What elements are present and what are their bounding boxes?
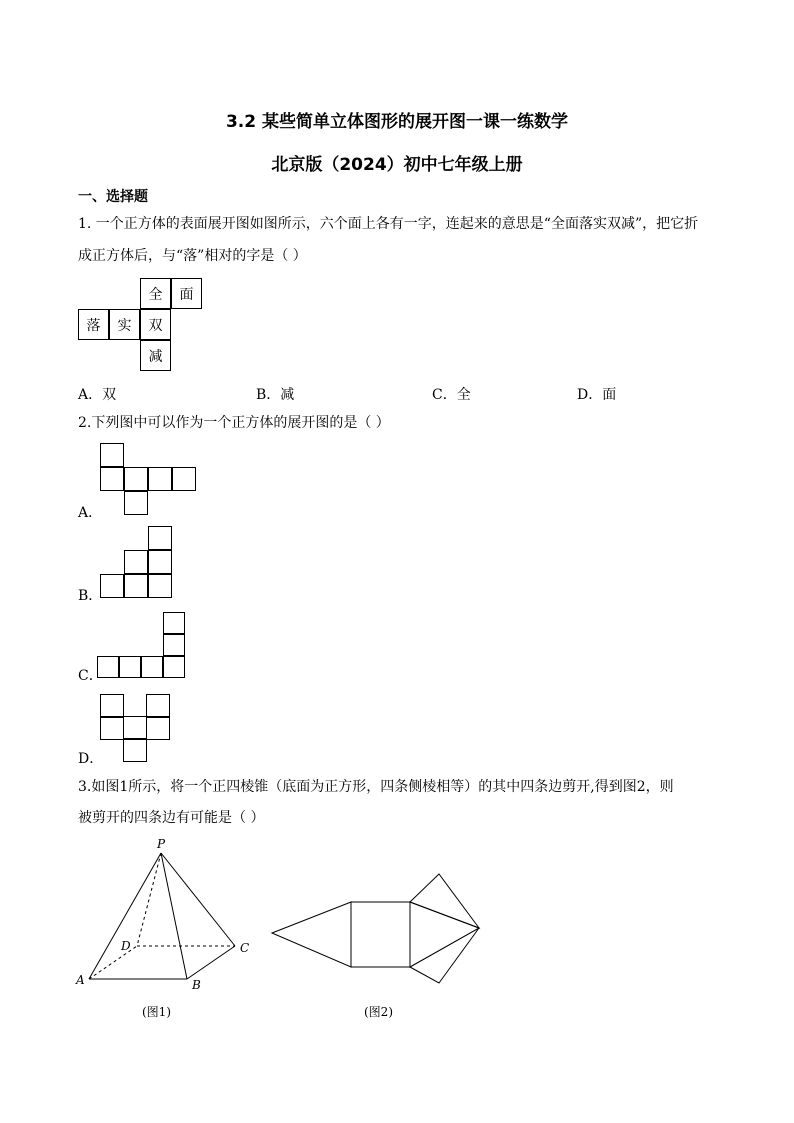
net-square <box>124 491 148 515</box>
figure2-caption: (图2) <box>364 1005 393 1019</box>
net-square <box>100 574 124 598</box>
net-square <box>100 694 124 718</box>
net-square <box>146 716 170 740</box>
q2-option-c-label[interactable]: C． <box>78 668 103 684</box>
q1-option-c[interactable]: C．全 <box>432 387 471 403</box>
figure1-caption: (图1) <box>142 1005 171 1019</box>
net-square <box>148 574 172 598</box>
net-square <box>123 738 147 762</box>
net-cell: 全 <box>140 278 171 309</box>
net-square <box>123 716 147 740</box>
vertex-label-p: P <box>157 837 166 851</box>
net-square <box>124 467 148 491</box>
net-cell: 落 <box>78 309 109 340</box>
q1-stem-line2: 成正方体后，与“落”相对的字是（ ） <box>78 248 307 264</box>
q3-stem-line2: 被剪开的四条边有可能是（ ） <box>78 810 265 826</box>
q3-figure2-net <box>260 865 490 990</box>
q1-option-d[interactable]: D．面 <box>577 387 617 403</box>
net-square <box>148 467 172 491</box>
doc-title-line2: 北京版（2024）初中七年级上册 <box>271 155 523 175</box>
net-square <box>100 443 124 467</box>
q2-stem: 2.下列图中可以作为一个正方体的展开图的是（ ） <box>78 415 390 431</box>
net-cell: 双 <box>140 309 171 340</box>
q1-option-b[interactable]: B．减 <box>256 387 295 403</box>
net-cell: 面 <box>171 278 202 309</box>
net-square <box>172 467 196 491</box>
q1-option-a[interactable]: A．双 <box>78 387 117 403</box>
vertex-label-c: C <box>240 941 250 955</box>
doc-title-line1: 3.2 某些简单立体图形的展开图一课一练数学 <box>225 112 569 132</box>
net-square <box>124 550 148 574</box>
q1-stem-line1: 1. 一个正方体的表面展开图如图所示，六个面上各有一字，连起来的意思是“全面落实双减”，把它折 <box>78 216 699 232</box>
net-cell: 实 <box>109 309 140 340</box>
net-square <box>100 467 124 491</box>
vertex-label-d: D <box>121 939 131 953</box>
net-square <box>163 634 185 656</box>
section-heading-choice: 一、选择题 <box>78 189 148 205</box>
net-square <box>146 694 170 718</box>
net-square <box>141 656 163 678</box>
q2-option-a-label[interactable]: A． <box>78 505 103 521</box>
net-square <box>163 612 185 634</box>
net-square <box>148 526 172 550</box>
q2-option-d-label[interactable]: D． <box>78 751 104 767</box>
net-cell: 减 <box>140 340 171 371</box>
net-square <box>124 574 148 598</box>
net-square <box>97 656 119 678</box>
net-square <box>119 656 141 678</box>
q3-stem-line1: 3.如图1所示，将一个正四棱锥（底面为正方形，四条侧棱相等）的其中四条边剪开,得到图2，则 <box>78 779 674 795</box>
net-square <box>148 550 172 574</box>
vertex-label-b: B <box>192 978 201 992</box>
net-square <box>163 656 185 678</box>
vertex-label-a: A <box>76 973 85 987</box>
q3-figure1-pyramid <box>70 832 270 997</box>
net-square <box>100 716 124 740</box>
q2-option-b-label[interactable]: B． <box>78 588 103 604</box>
